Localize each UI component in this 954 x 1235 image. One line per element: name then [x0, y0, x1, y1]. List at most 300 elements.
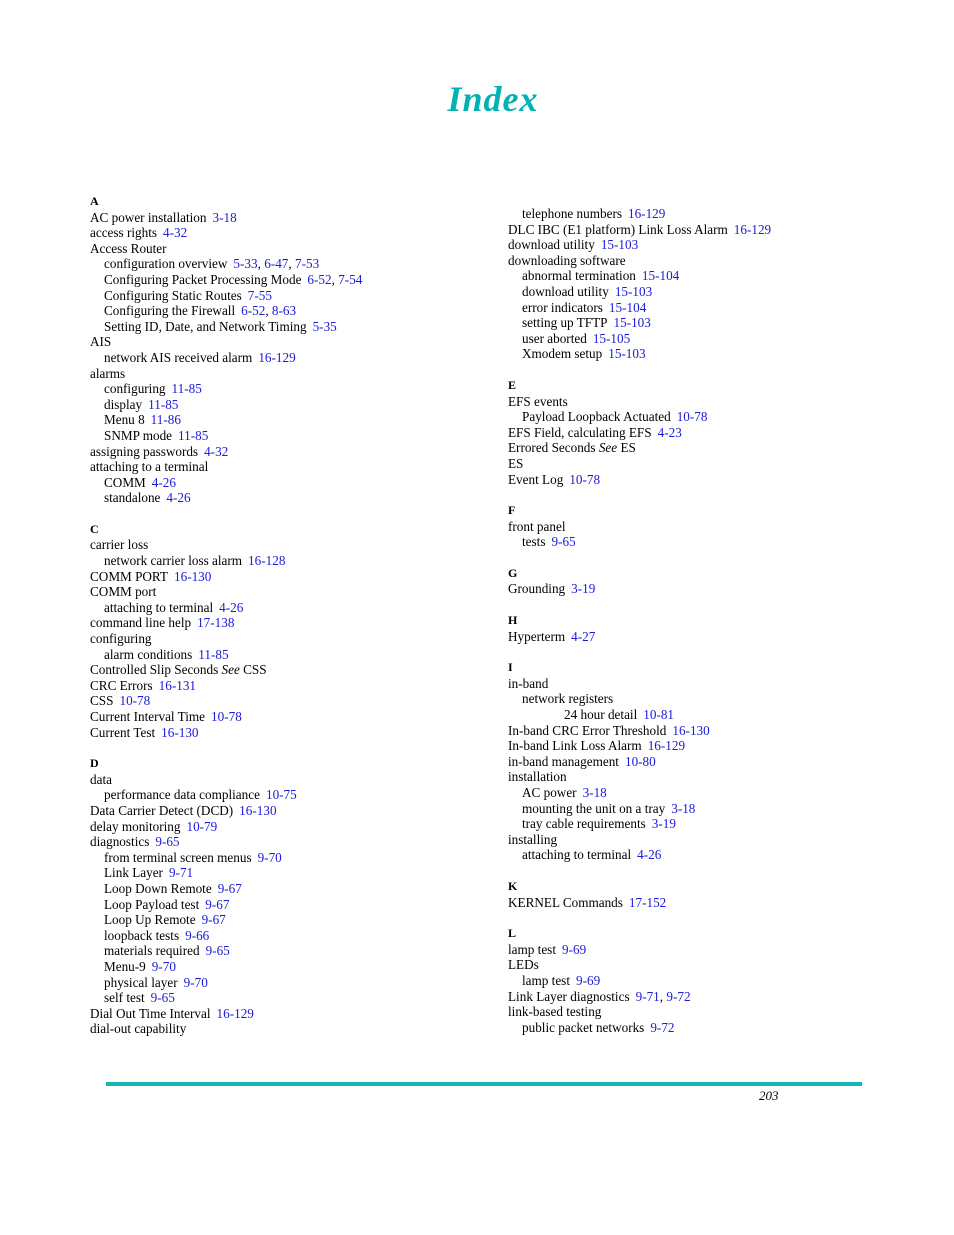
index-term: DLC IBC (E1 platform) Link Loss Alarm	[508, 221, 728, 237]
index-term: Loop Up Remote	[104, 912, 196, 928]
index-term: installation	[508, 769, 567, 785]
index-term: carrier loss	[90, 537, 149, 553]
index-term: Configuring Static Routes	[104, 287, 242, 303]
page-link[interactable]: 16-129	[627, 206, 666, 221]
index-term: delay monitoring	[90, 818, 181, 834]
index-entry	[90, 319, 490, 335]
index-entry	[90, 787, 490, 803]
page-link[interactable]: 15-103	[613, 315, 651, 331]
page-references	[204, 444, 228, 459]
index-term: user aborted	[522, 330, 587, 346]
see-target: CSS	[243, 662, 267, 678]
page-link[interactable]: 10-80	[624, 753, 656, 769]
index-term: AIS	[90, 334, 112, 350]
index-term: Current Test	[90, 724, 156, 740]
index-entry	[90, 288, 490, 304]
section-letter: H	[508, 613, 518, 628]
page-link[interactable]: 10-81	[643, 707, 675, 723]
index-entry	[508, 394, 928, 410]
index-entry	[90, 975, 490, 991]
index-entry	[508, 723, 928, 739]
page-references	[637, 847, 661, 862]
index-term: COMM	[104, 474, 146, 490]
page-link[interactable]: 5-35	[312, 318, 337, 334]
index-term: command line help	[90, 615, 192, 631]
index-term: Controlled Slip Seconds	[90, 662, 219, 678]
page-link[interactable]: 15-103	[600, 237, 639, 253]
page-references: 5-33, 6-47, 7-53	[233, 256, 320, 272]
index-entry	[90, 584, 490, 600]
index-term: lamp test	[508, 941, 556, 957]
index-term: EFS events	[508, 393, 568, 409]
index-term: Configuring the Firewall	[104, 303, 236, 319]
index-term: 24 hour detail	[564, 707, 638, 723]
section-gap	[508, 597, 928, 613]
index-entry	[90, 834, 490, 850]
page-link[interactable]: 5-33	[233, 256, 258, 272]
page-link[interactable]: 9-65	[155, 834, 180, 850]
page-link[interactable]: 10-78	[211, 709, 242, 724]
page-link[interactable]: 17-138	[197, 615, 235, 631]
index-entry	[90, 897, 490, 913]
index-entry	[508, 300, 928, 316]
index-term: mounting the unit on a tray	[522, 800, 666, 816]
page-link[interactable]: 9-70	[151, 958, 176, 974]
page-references	[202, 912, 226, 927]
index-entry	[90, 912, 490, 928]
index-term: telephone numbers	[522, 206, 622, 221]
page-link[interactable]: 15-105	[592, 330, 631, 346]
index-term: abnormal termination	[522, 268, 636, 284]
see-target: ES	[620, 440, 636, 456]
index-entry	[508, 629, 928, 645]
page-references	[601, 237, 638, 252]
page-references	[212, 210, 236, 225]
page-link[interactable]: 7-53	[294, 256, 320, 272]
page-references	[186, 819, 217, 834]
index-entry	[508, 519, 928, 535]
page-link[interactable]: 3-18	[212, 209, 237, 225]
page-references	[218, 881, 242, 896]
page-references	[248, 288, 272, 303]
page-number: 203	[759, 1088, 779, 1103]
page-link[interactable]: 16-131	[158, 677, 197, 693]
index-entry	[508, 315, 928, 331]
index-entry	[90, 865, 490, 881]
index-term: data	[90, 771, 112, 787]
page-references	[148, 397, 178, 412]
page-references	[576, 973, 600, 988]
page-link[interactable]: 11-85	[148, 396, 179, 412]
index-term: download utility	[508, 237, 595, 253]
page-link[interactable]: 9-69	[561, 941, 587, 957]
page-link[interactable]: 4-32	[163, 225, 188, 241]
page-link[interactable]: 16-130	[672, 722, 710, 738]
index-entry	[90, 647, 490, 663]
index-term: dial-out capability	[90, 1021, 187, 1037]
section-gap	[508, 644, 928, 660]
index-term: configuring	[104, 381, 166, 397]
index-term: installing	[508, 831, 558, 847]
index-entry	[90, 475, 490, 491]
index-term: Current Interval Time	[90, 709, 206, 724]
page-references: 9-71, 9-72	[635, 988, 691, 1004]
page-link[interactable]: 9-65	[150, 990, 175, 1006]
index-entry	[90, 490, 490, 506]
index-term: network carrier loss alarm	[104, 553, 243, 569]
index-entry	[90, 381, 490, 397]
page-link[interactable]: 10-78	[119, 693, 151, 709]
index-entry	[508, 456, 928, 472]
index-term: In-band Link Loss Alarm	[508, 738, 642, 754]
page-references	[672, 723, 709, 738]
page-link[interactable]: 16-130	[239, 802, 277, 818]
index-term: alarm conditions	[104, 646, 193, 662]
page-title: Index	[447, 79, 539, 119]
page-references	[198, 647, 228, 662]
page-link[interactable]: 17-152	[628, 894, 667, 910]
index-term: Link Layer diagnostics	[508, 988, 630, 1004]
index-term: alarms	[90, 365, 126, 381]
page-link[interactable]: 6-47	[264, 256, 289, 272]
page-link[interactable]: 15-103	[608, 346, 646, 362]
index-entry	[90, 334, 490, 350]
index-entry	[508, 331, 928, 347]
index-term: ES	[508, 455, 524, 471]
index-entry	[508, 754, 928, 770]
index-entry	[508, 534, 928, 550]
index-term: LEDs	[508, 957, 539, 973]
section-gap	[508, 910, 928, 926]
page-references	[219, 600, 243, 615]
index-entry	[90, 959, 490, 975]
page-references	[258, 850, 282, 865]
index-term: Loop Payload test	[104, 896, 200, 912]
page-references	[734, 222, 771, 237]
page-references	[163, 225, 187, 240]
page-link[interactable]: 9-71	[635, 988, 660, 1004]
index-term: Data Carrier Detect (DCD)	[90, 802, 234, 818]
page-references	[155, 834, 179, 849]
page-references	[551, 534, 575, 549]
index-entry	[508, 707, 928, 723]
index-entry	[508, 957, 928, 973]
index-term: front panel	[508, 518, 566, 534]
page-link[interactable]: 10-75	[265, 787, 297, 803]
page-link[interactable]: 16-129	[733, 221, 772, 237]
page-link[interactable]: 16-130	[161, 724, 199, 740]
see-reference: See	[221, 662, 240, 678]
index-term: assigning passwords	[90, 443, 199, 459]
page-references	[197, 615, 234, 630]
section-letter: G	[508, 565, 518, 580]
index-term: Dial Out Time Interval	[90, 1005, 211, 1021]
page-references	[643, 707, 674, 722]
page-references	[206, 943, 230, 958]
index-term: CRC Errors	[90, 677, 153, 693]
index-term: Grounding	[508, 581, 566, 597]
index-entry	[90, 366, 490, 382]
page-references	[629, 895, 666, 910]
index-term: Menu 8	[104, 412, 145, 428]
index-term: tests	[522, 534, 546, 550]
page-link[interactable]: 4-26	[637, 847, 662, 863]
page-references	[583, 785, 607, 800]
page-references	[313, 319, 337, 334]
index-term: loopback tests	[104, 927, 180, 943]
index-entry	[90, 803, 490, 819]
index-entry	[90, 881, 490, 897]
page-link[interactable]: 4-27	[571, 628, 596, 644]
page-references	[172, 381, 202, 396]
page-link[interactable]: 16-128	[248, 553, 286, 569]
page-references	[615, 284, 652, 299]
index-entry	[90, 725, 490, 741]
index-term: in-band management	[508, 753, 619, 769]
index-term: Setting ID, Date, and Network Timing	[104, 318, 307, 334]
index-term: CSS	[90, 693, 114, 709]
page-link[interactable]: 4-23	[657, 424, 682, 440]
page-link[interactable]: 3-18	[582, 785, 607, 800]
page-references	[609, 300, 646, 315]
index-entry	[508, 237, 928, 253]
index-entry	[508, 409, 928, 425]
index-term: error indicators	[522, 299, 603, 315]
index-term: network registers	[522, 691, 614, 707]
index-term: COMM port	[90, 584, 157, 600]
page-references	[569, 472, 600, 487]
section-letter: D	[90, 756, 99, 771]
footer-rule	[106, 1082, 862, 1086]
page-link[interactable]: 6-52	[307, 271, 332, 287]
page-link[interactable]: 10-78	[676, 409, 708, 425]
index-term: downloading software	[508, 252, 626, 268]
index-entry	[90, 678, 490, 694]
index-entry	[90, 210, 490, 226]
page-references	[151, 990, 175, 1005]
page-link[interactable]: 11-85	[178, 427, 209, 443]
index-entry	[508, 1020, 928, 1036]
page-link[interactable]: 9-70	[257, 849, 282, 865]
index-entry	[90, 928, 490, 944]
page-link[interactable]: 10-78	[569, 471, 601, 487]
page-link[interactable]: 9-67	[201, 912, 226, 928]
index-entry	[508, 801, 928, 817]
page-link[interactable]: 9-65	[205, 943, 230, 959]
page-references	[239, 803, 276, 818]
page-references	[205, 897, 229, 912]
page-link[interactable]: 4-32	[204, 443, 229, 459]
page-link[interactable]: 9-70	[183, 974, 208, 990]
index-term: In-band CRC Error Threshold	[508, 722, 667, 738]
index-entry	[90, 537, 490, 553]
index-term: KERNEL Commands	[508, 894, 623, 910]
index-entry	[508, 222, 928, 238]
page-references	[671, 801, 695, 816]
section-gap	[90, 506, 490, 522]
index-entry	[90, 272, 490, 288]
index-entry	[90, 631, 490, 647]
index-entry	[508, 676, 928, 692]
index-column-right	[508, 206, 928, 1035]
index-entry	[508, 847, 928, 863]
page-references	[184, 975, 208, 990]
page-link[interactable]: 9-72	[666, 988, 691, 1004]
page-link[interactable]: 9-65	[551, 534, 576, 550]
page-link[interactable]: 15-103	[614, 283, 653, 299]
page-link[interactable]: 16-130	[174, 568, 212, 584]
page-link[interactable]: 3-19	[651, 816, 676, 832]
section-gap	[508, 362, 928, 378]
index-entry	[90, 428, 490, 444]
index-entry	[508, 346, 928, 362]
page-references	[151, 412, 181, 427]
page-link[interactable]: 11-85	[198, 646, 229, 662]
see-reference: See	[598, 440, 618, 456]
index-term: Event Log	[508, 471, 564, 487]
page-references	[152, 475, 176, 490]
index-entry	[90, 600, 490, 616]
index-entry	[90, 1006, 490, 1022]
page-references	[174, 569, 211, 584]
index-term: attaching to a terminal	[90, 459, 209, 475]
page-link[interactable]: 7-55	[247, 287, 272, 303]
index-entry	[90, 1021, 490, 1037]
page-references	[642, 268, 679, 283]
page-link[interactable]: 3-18	[671, 800, 696, 816]
page-references	[159, 678, 196, 693]
page-link[interactable]: 9-72	[650, 1019, 675, 1035]
index-entry	[90, 459, 490, 475]
index-term: setting up TFTP	[522, 315, 608, 331]
index-term: network AIS received alarm	[104, 349, 253, 365]
index-entry	[508, 440, 928, 456]
index-term: lamp test	[522, 972, 570, 988]
index-term: Link Layer	[104, 865, 163, 881]
page-link[interactable]: 11-85	[171, 381, 202, 397]
index-term: in-band	[508, 675, 549, 691]
page-references	[166, 490, 190, 505]
index-entry	[90, 397, 490, 413]
page-references	[169, 865, 193, 880]
page-link[interactable]: 15-104	[641, 268, 680, 284]
page-references	[625, 754, 656, 769]
index-entry	[508, 206, 928, 222]
index-column-left	[90, 194, 490, 1037]
section-letter: C	[90, 521, 99, 536]
index-term: Menu-9	[104, 958, 146, 974]
page-references	[658, 425, 682, 440]
page-references	[161, 725, 198, 740]
page-references	[650, 1020, 674, 1035]
index-entry	[90, 444, 490, 460]
page-link[interactable]: 7-54	[338, 271, 363, 287]
section-letter: F	[508, 503, 516, 518]
index-term: Loop Down Remote	[104, 880, 212, 896]
index-entry	[90, 569, 490, 585]
page-link[interactable]: 4-26	[166, 490, 191, 506]
index-entry	[90, 256, 490, 272]
page-link[interactable]: 8-63	[271, 303, 297, 319]
page-link[interactable]: 9-67	[205, 896, 230, 912]
page-link[interactable]: 9-66	[185, 927, 210, 943]
index-entry	[90, 990, 490, 1006]
index-term: attaching to terminal	[522, 847, 632, 863]
index-entry	[90, 553, 490, 569]
page-link[interactable]: 4-26	[219, 599, 244, 615]
page-link[interactable]: 9-69	[575, 972, 601, 988]
index-entry	[90, 709, 490, 725]
index-entry	[90, 693, 490, 709]
index-entry	[90, 819, 490, 835]
index-entry	[508, 989, 928, 1005]
index-term: standalone	[104, 490, 161, 506]
index-term: SNMP mode	[104, 427, 173, 443]
index-entry	[508, 769, 928, 785]
page-references	[248, 553, 285, 568]
page-references	[593, 331, 630, 346]
page-references	[652, 816, 676, 831]
index-entry	[90, 303, 490, 319]
index-term: link-based testing	[508, 1004, 602, 1020]
index-entry	[90, 350, 490, 366]
index-term: attaching to terminal	[104, 599, 214, 615]
index-entry	[508, 253, 928, 269]
index-entry	[90, 241, 490, 257]
index-term: COMM PORT	[90, 568, 168, 584]
index-term: configuring	[90, 631, 152, 647]
index-entry	[90, 850, 490, 866]
index-term: performance data compliance	[104, 787, 260, 803]
page-link[interactable]: 16-129	[258, 349, 296, 365]
page-references	[185, 928, 209, 943]
section-letter: L	[508, 926, 517, 941]
index-term: tray cable requirements	[522, 816, 646, 832]
index-entry	[508, 425, 928, 441]
page-link[interactable]: 3-19	[571, 581, 596, 597]
page-link[interactable]: 11-86	[150, 412, 181, 428]
index-entry	[90, 943, 490, 959]
index-entry	[90, 772, 490, 788]
index-term: self test	[104, 990, 145, 1006]
page-link[interactable]: 4-26	[151, 474, 176, 490]
page-link[interactable]: 16-129	[216, 1005, 254, 1021]
index-entry	[90, 615, 490, 631]
index-entry	[508, 691, 928, 707]
page-references	[562, 942, 586, 957]
index-entry	[508, 581, 928, 597]
page-references	[648, 738, 685, 753]
page-references: 6-52, 8-63	[241, 303, 297, 319]
page-link[interactable]: 9-71	[168, 865, 194, 881]
index-entry	[508, 785, 928, 801]
index-entry	[508, 472, 928, 488]
index-term: AC power installation	[90, 209, 207, 225]
section-gap	[508, 487, 928, 503]
page-references	[152, 959, 176, 974]
index-entry	[508, 268, 928, 284]
index-entry	[90, 662, 490, 678]
page-link[interactable]: 16-129	[647, 738, 686, 754]
page-link[interactable]: 10-79	[186, 818, 218, 834]
section-letter: I	[508, 660, 513, 675]
page-link[interactable]: 9-67	[217, 880, 242, 896]
index-entry	[508, 816, 928, 832]
index-term: Configuring Packet Processing Mode	[104, 271, 302, 287]
page-link[interactable]: 6-52	[241, 303, 266, 319]
index-term: diagnostics	[90, 834, 150, 850]
page-link[interactable]: 15-104	[608, 299, 647, 315]
